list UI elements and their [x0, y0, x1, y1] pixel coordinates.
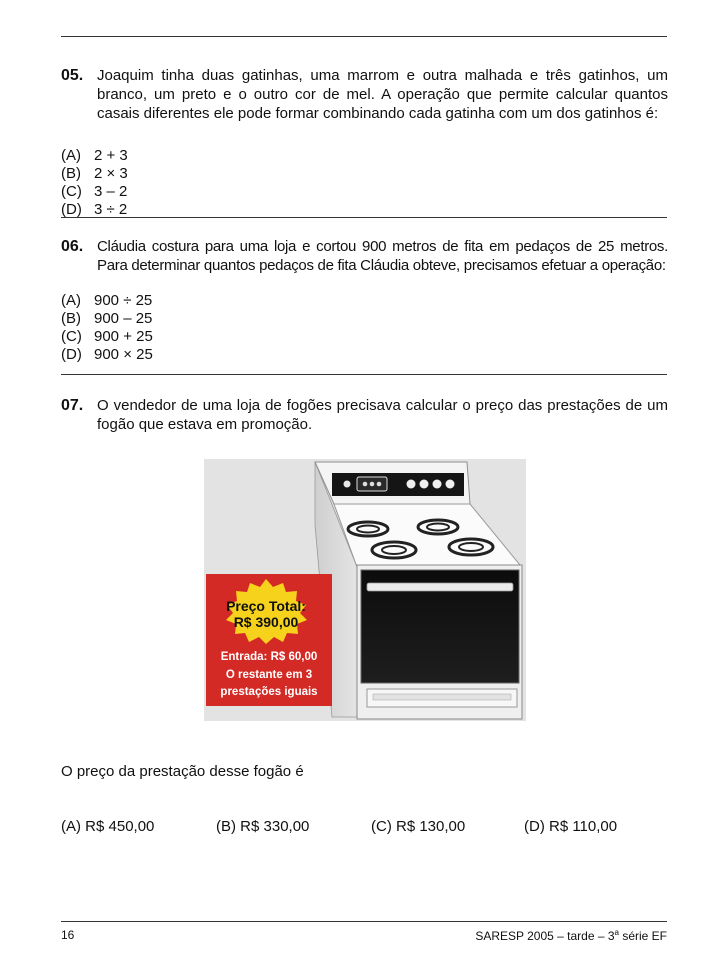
- answer-d[interactable]: (D) R$ 110,00: [524, 818, 618, 835]
- answer-a[interactable]: (A) R$ 450,00: [61, 818, 155, 835]
- option-c[interactable]: (C) 900 + 25: [61, 328, 153, 345]
- option-d[interactable]: (D) 900 × 25: [61, 346, 153, 363]
- question-06: [61, 237, 668, 275]
- option-a[interactable]: (A) 900 ÷ 25: [61, 292, 153, 309]
- knob-icon: [344, 481, 351, 488]
- control-panel: [332, 473, 464, 496]
- question-05: [61, 66, 668, 123]
- question-text: O vendedor de uma loja de fogões precisava calcular o preço das prestações de um fogão que estava em promoção.: [97, 397, 668, 433]
- top-rule: [61, 36, 667, 37]
- promo-sign: [206, 574, 332, 706]
- knob-icon: [433, 480, 442, 489]
- page-number: 16: [61, 928, 75, 942]
- option-a[interactable]: (A) 2 + 3: [61, 147, 128, 164]
- question-number: 07.: [61, 397, 84, 414]
- footer-text: SARESP 2005 – tarde – 3$^a$ série EF: [475, 928, 667, 943]
- option-d[interactable]: (D) 3 ÷ 2: [61, 201, 128, 218]
- option-b[interactable]: (B) 2 × 3: [61, 165, 128, 182]
- promo-line-5: prestações iguais: [220, 686, 318, 698]
- oven-handle: [367, 583, 513, 591]
- question-07: [61, 396, 668, 434]
- divider: [61, 374, 667, 375]
- question-07-prompt: O preço da prestação desse fogão é: [61, 763, 304, 780]
- promo-line-4: O restante em 3: [225, 669, 313, 681]
- question-number: 06.: [61, 238, 84, 255]
- knob-icon: [407, 480, 416, 489]
- footer-rule: [61, 921, 667, 922]
- question-text: Cláudia costura para uma loja e cortou 900 metros de fita em pedaços de 25 metros. Para determinar quantos pedaços de fita Cláudia obteve, precisamos efetuar a operação:: [97, 238, 668, 274]
- knob-icon: [420, 480, 429, 489]
- drawer-handle: [373, 694, 511, 700]
- knob-icon: [446, 480, 455, 489]
- answer-b[interactable]: (B) R$ 330,00: [216, 818, 310, 835]
- question-number: 05.: [61, 67, 84, 84]
- question-05-options: [61, 147, 128, 219]
- question-06-options: [61, 292, 153, 364]
- promo-line-2: R$ 390,00: [233, 614, 299, 630]
- option-c[interactable]: (C) 3 – 2: [61, 183, 128, 200]
- option-b[interactable]: (B) 900 – 25: [61, 310, 153, 327]
- question-text: Joaquim tinha duas gatinhas, uma marrom e outra malhada e três gatinhos, um branco, um preto e o outro cor de mel. A operação que permite calcular quantos casais diferentes ele pode formar combinando cada gatinha com um dos gatinhos é:: [97, 67, 668, 122]
- promo-line-3: Entrada: R$ 60,00: [220, 651, 318, 663]
- stove-illustration: [204, 459, 526, 721]
- promo-line-1: Preço Total:: [226, 598, 306, 614]
- answer-c[interactable]: (C) R$ 130,00: [371, 818, 466, 835]
- divider: [61, 217, 667, 218]
